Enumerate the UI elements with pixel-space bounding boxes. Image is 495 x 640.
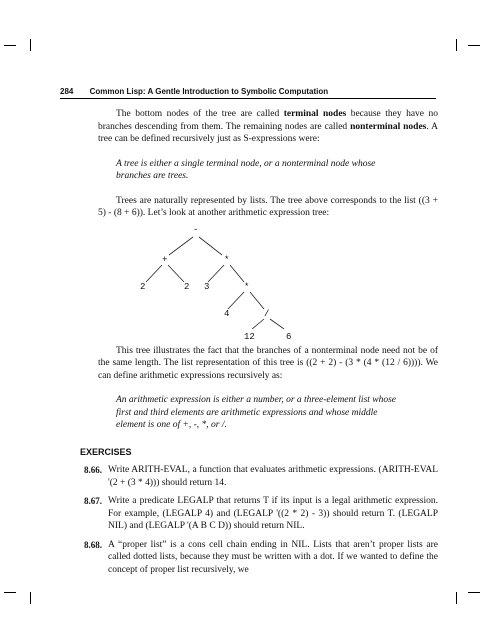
tree-node-two: 2 bbox=[140, 281, 146, 292]
exercise-item bbox=[84, 495, 438, 533]
tree-node-three: 3 bbox=[204, 281, 210, 292]
expression-tree bbox=[98, 225, 438, 329]
tree-node-six: 6 bbox=[286, 331, 292, 342]
exercise-text: Write ARITH-EVAL, a function that evaluates arithmetic expressions. (ARITH-EVAL '(2 + (3 * 4))) should return 14. bbox=[108, 465, 438, 488]
tree-node-plus: + bbox=[162, 254, 168, 265]
tree-branch bbox=[168, 265, 184, 282]
paragraph-branches: This tree illustrates the fact that the branches of a nonterminal node need not be of the same length. The list representation of this tree is ((2 + 2) - (3 * (4 * (12 / 6)))). We can define arithmetic expressions recursively as: bbox=[98, 345, 438, 381]
tree-node-root: - bbox=[193, 224, 199, 235]
exercise-number: 8.66. bbox=[84, 465, 102, 475]
crop-mark bbox=[456, 39, 457, 51]
text: The bottom nodes of the tree are called bbox=[116, 109, 284, 119]
crop-mark bbox=[468, 592, 480, 593]
exercise-number: 8.68. bbox=[84, 539, 102, 550]
crop-mark bbox=[4, 592, 16, 593]
tree-branch bbox=[230, 265, 244, 282]
exercise-item bbox=[84, 539, 438, 577]
page-number: 284 bbox=[60, 87, 74, 96]
tree-branch bbox=[252, 319, 264, 329]
term-terminal-nodes: terminal nodes bbox=[283, 109, 347, 119]
tree-branch bbox=[250, 292, 264, 309]
running-header bbox=[60, 86, 436, 99]
tree-branch bbox=[146, 265, 162, 282]
exercise-text: A “proper list” is a cons cell chain ending in NIL. Lists that aren’t proper lists are called dotted lists, because they must be written with a dot. If we wanted to define the concept of proper list recursively, we bbox=[108, 539, 438, 575]
tree-node-twelve: 12 bbox=[244, 331, 255, 342]
running-title: Common Lisp: A Gentle Introduction to Symbolic Computation bbox=[89, 87, 329, 96]
tree-node-two: 2 bbox=[184, 281, 190, 292]
tree-branch bbox=[169, 237, 193, 255]
text: . A tree can be defined recursively just as S-expressions were: bbox=[98, 121, 438, 144]
paragraph-terminal-nodes bbox=[98, 108, 438, 146]
crop-mark bbox=[468, 45, 480, 46]
tree-branch bbox=[199, 237, 222, 255]
exercises-heading: EXERCISES bbox=[80, 446, 132, 457]
tree-node-times: * bbox=[224, 254, 230, 265]
paragraph-lists: Trees are naturally represented by lists. The tree above corresponds to the list ((3 + 5) - (8 + 6)). Let’s look at another arithmetic expression tree: bbox=[98, 195, 438, 218]
tree-branch bbox=[270, 319, 284, 329]
crop-mark bbox=[30, 39, 31, 51]
tree-node-times: * bbox=[244, 281, 250, 292]
tree-node-four: 4 bbox=[224, 308, 230, 319]
tree-leaves-row bbox=[98, 331, 438, 345]
crop-mark bbox=[30, 592, 31, 604]
definition-arithmetic-expression: An arithmetic expression is either a number, or a three-element list whose first and third elements are arithmetic expressions and whose middle element is one of +, -, *, or /. bbox=[116, 395, 397, 430]
crop-mark bbox=[4, 45, 16, 46]
exercise-number: 8.67. bbox=[84, 496, 102, 506]
tree-branch bbox=[208, 265, 224, 282]
exercise-text: Write a predicate LEGALP that returns T if its input is a legal arithmetic expression. For example, (LEGALP 4) and (LEGALP '((2 * 2) - 3)) should return T. (LEGALP NIL) and (LEGALP '(A B C D)) should return NIL. bbox=[108, 496, 438, 531]
crop-mark bbox=[456, 592, 457, 604]
definition-tree: A tree is either a single terminal node, or a nonterminal node whose branches are trees. bbox=[116, 158, 376, 181]
exercise-item bbox=[84, 464, 438, 489]
tree-branch bbox=[228, 292, 244, 309]
page-body bbox=[80, 108, 438, 582]
text: because they have no branches descending from them. The remaining nodes are called bbox=[98, 109, 438, 132]
term-nonterminal-nodes: nonterminal nodes bbox=[350, 121, 427, 132]
tree-node-divide: / bbox=[264, 308, 270, 319]
